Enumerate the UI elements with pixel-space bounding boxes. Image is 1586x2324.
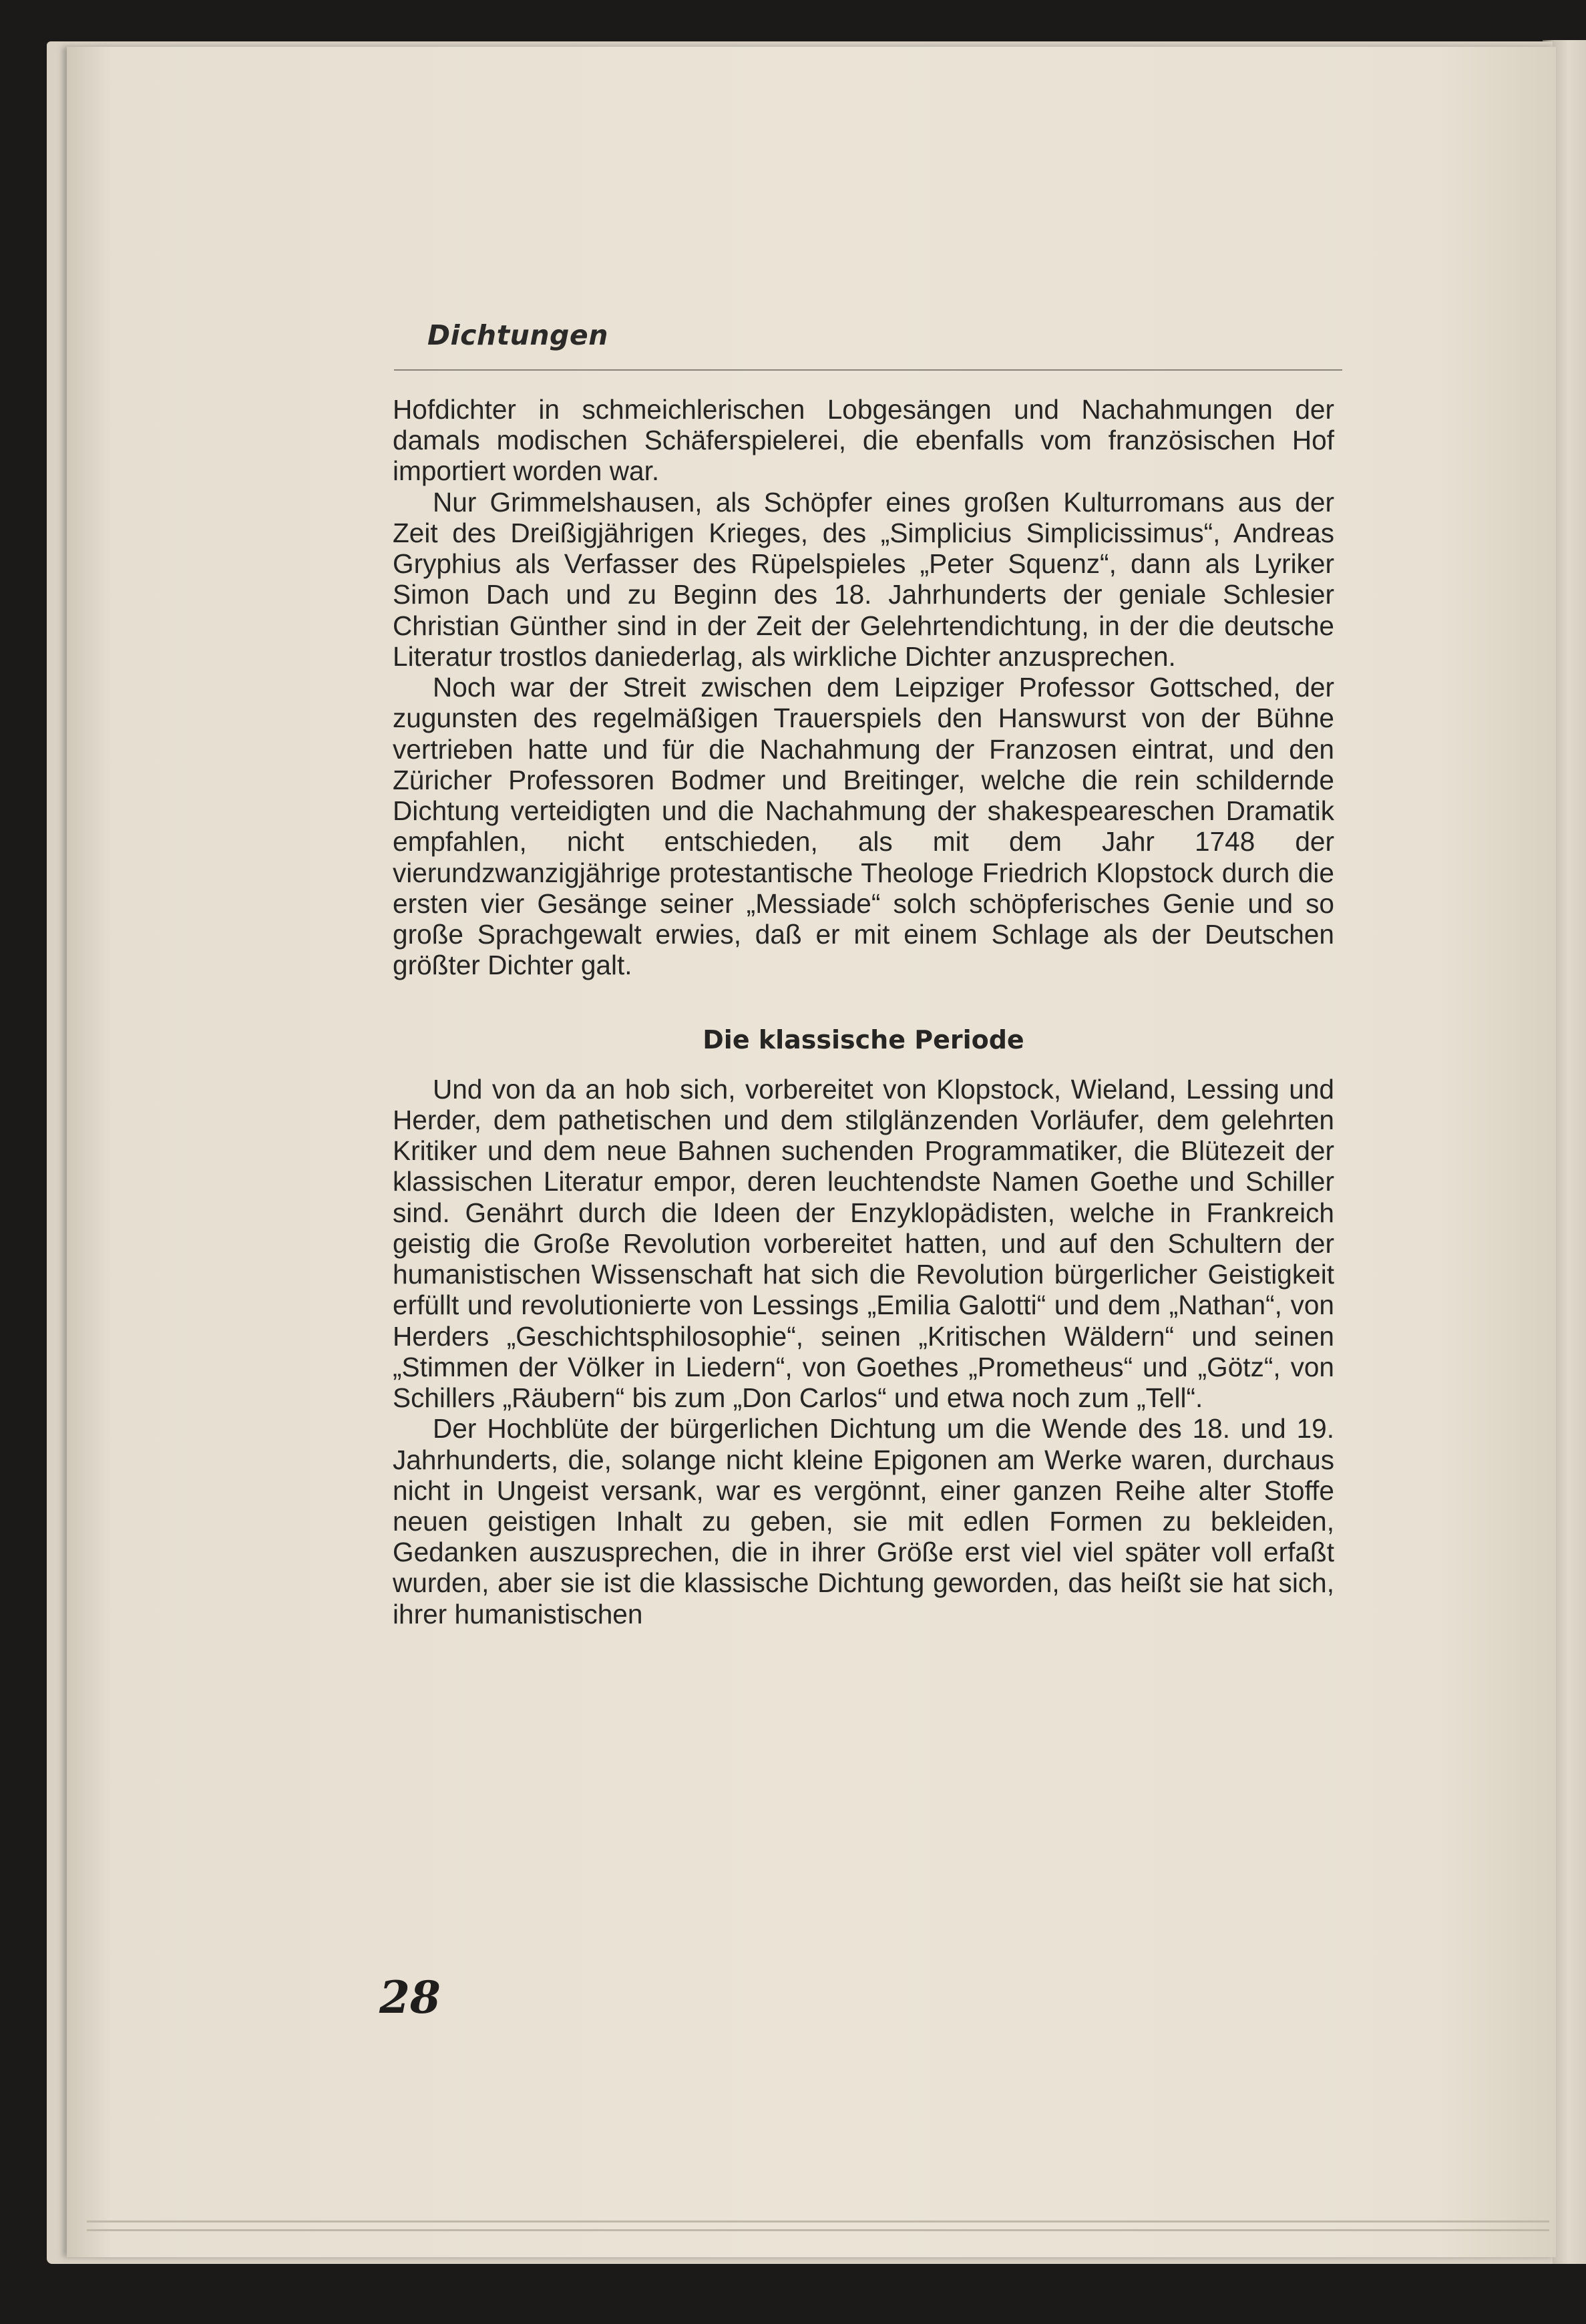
body-text [393,394,1334,1629]
page-edge-line [87,2229,1549,2231]
header-rule [394,369,1342,371]
paragraph: Hofdichter in schmeichlerischen Lobgesängen und Nachahmungen der damals modischen Schäferspielerei, die ebenfalls vom französischen Hof importiert worden war. [393,394,1334,487]
paragraph: Noch war der Streit zwischen dem Leipziger Professor Gottsched, der zugunsten des regelmäßigen Trauerspiels den Hanswurst von der Bühne vertrieben hatte und für die Nachahmung der Franzosen eintrat, und den Züricher Professoren Bodmer und Breitinger, welche die rein schildernde Dichtung verteidigten und die Nachahmung der shakespeareschen Dramatik empfahlen, nicht entschieden, als mit dem Jahr 1748 der vierundzwanzigjährige protestantische Theologe Friedrich Klopstock durch die ersten vier Gesänge seiner „Messiade“ solch schöpferisches Genie und so große Sprachgewalt erwies, daß er mit einem Schlage als der Deutschen größter Dichter galt. [393,672,1334,981]
paragraph: Nur Grimmelshausen, als Schöpfer eines großen Kulturromans aus der Zeit des Dreißigjährigen Krieges, des „Simplicius Simplicissimus“, Andreas Gryphius als Verfasser des Rüpelspieles „Peter Squenz“, dann als Lyriker Simon Dach und zu Beginn des 18. Jahrhunderts der geniale Schlesier Christian Günther sind in der Zeit der Gelehrtendichtung, in der die deutsche Literatur trostlos daniederlag, als wirkliche Dichter anzusprechen. [393,486,1334,672]
paragraph: Und von da an hob sich, vorbereitet von Klopstock, Wieland, Lessing und Herder, dem pathetischen und dem stilglänzenden Vorläufer, dem gelehrten Kritiker und dem neue Bahnen suchenden Programmatiker, die Blütezeit der klassischen Literatur empor, deren leuchtendste Namen Goethe und Schiller sind. Genährt durch die Ideen der Enzyklopädisten, welche in Frankreich geistig die Große Revolution vorbereitet hatten, und auf den Schultern der humanistischen Wissenschaft hat sich die Revolution bürgerlicher Geistigkeit erfüllt und revolutionierte von Lessings „Emilia Galotti“ und dem „Nathan“, von Herders „Geschichtsphilosophie“, seinen „Kritischen Wäldern“ und seinen „Stimmen der Völker in Liedern“, von Goethes „Prometheus“ und „Götz“, von Schillers „Räubern“ bis zum „Don Carlos“ und etwa noch zum „Tell“. [393,1073,1334,1414]
page-edge-line [87,2220,1549,2222]
page-number: 28 [379,1971,441,2023]
paragraph: Der Hochblüte der bürgerlichen Dichtung um die Wende des 18. und 19. Jahrhunderts, die, solange nicht kleine Epigonen am Werke waren, durchaus nicht in Ungeist versank, war es vergönnt, einer ganzen Reihe alter Stoffe neuen geistigen Inhalt zu geben, sie mit edlen Formen zu bekleiden, Gedanken auszusprechen, die in ihrer Größe erst viel viel später voll erfaßt wurden, aber sie ist die klassische Dichtung geworden, das heißt sie hat sich, ihrer humanistischen [393,1413,1334,1629]
running-head: Dichtungen [427,319,608,351]
section-heading: Die klassische Periode [703,1025,1024,1055]
